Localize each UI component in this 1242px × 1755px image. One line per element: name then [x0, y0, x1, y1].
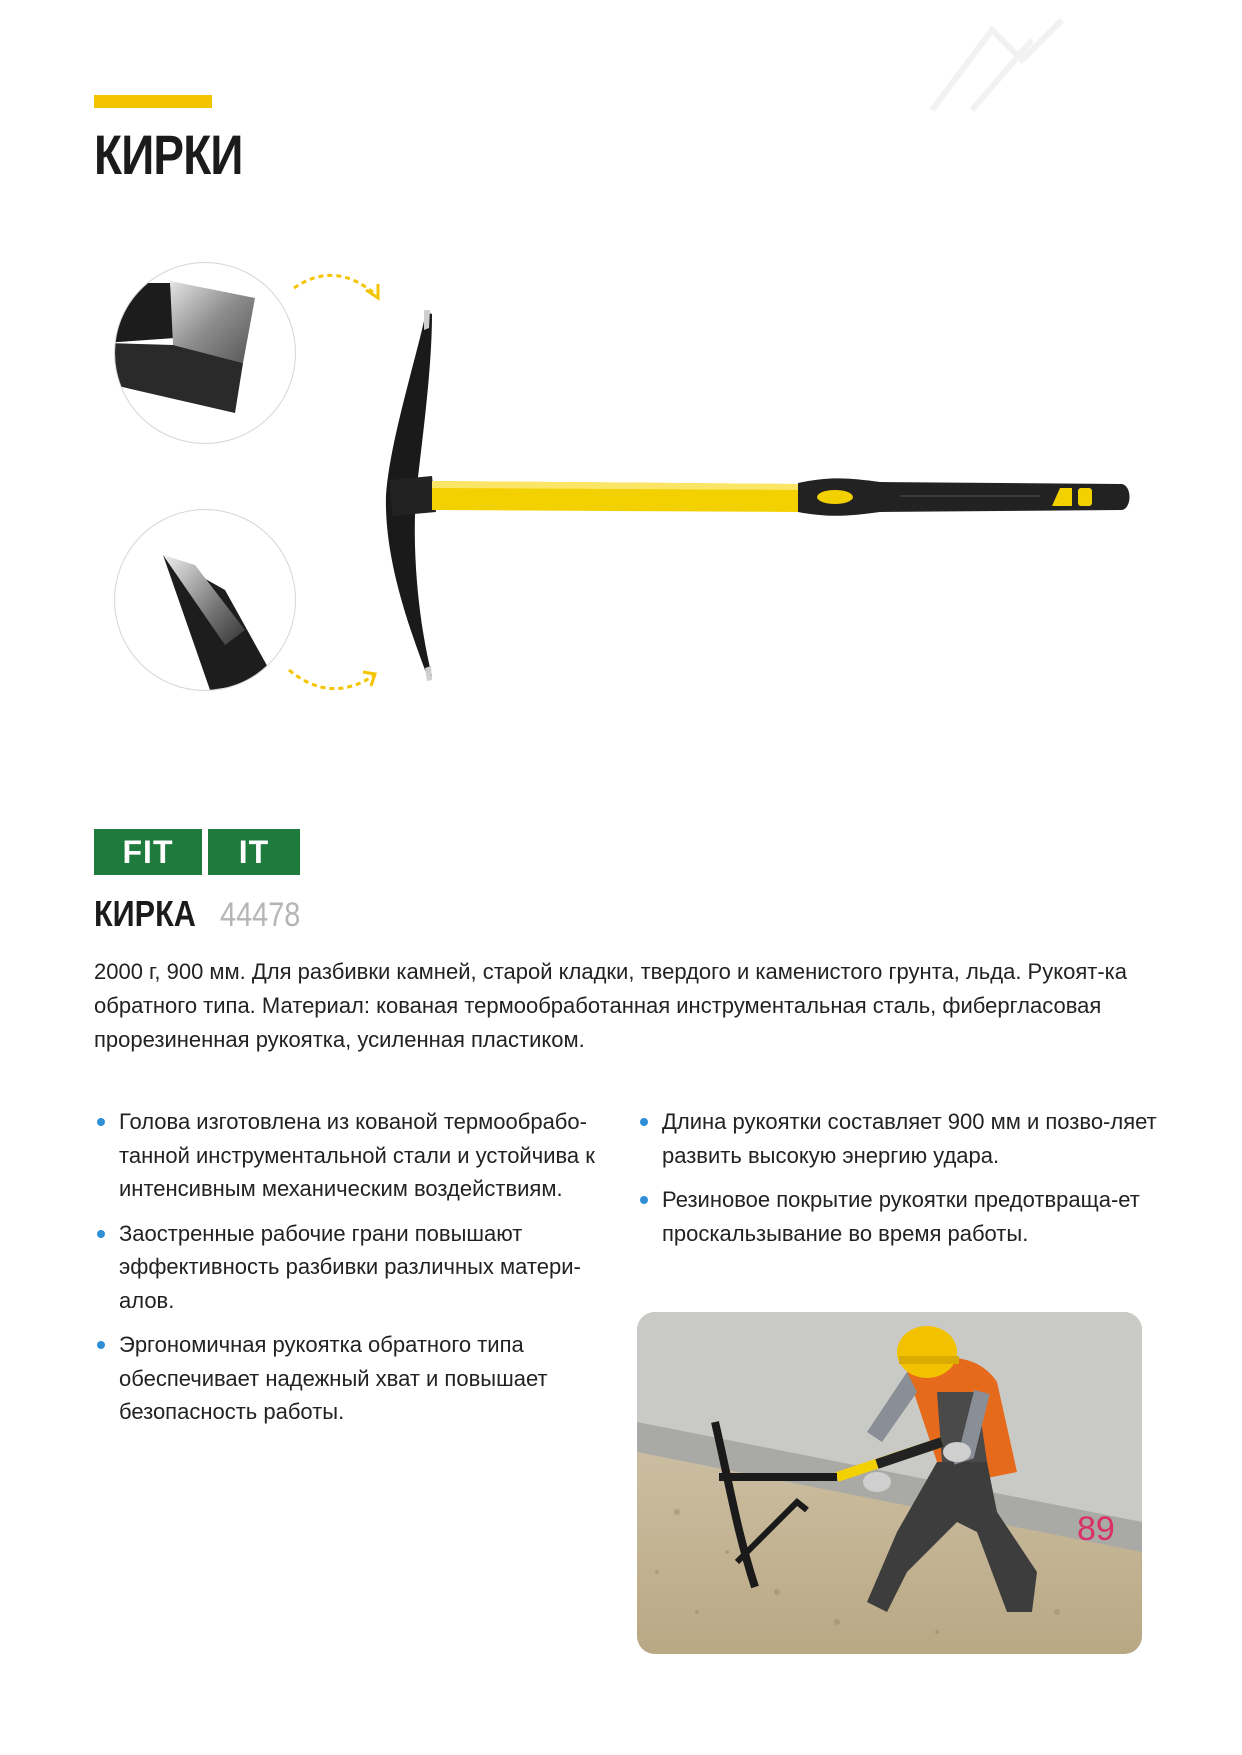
- watermark: [912, 0, 1242, 120]
- list-item: [637, 1183, 1157, 1250]
- arrow-curve-icon: [290, 268, 390, 308]
- feature-text: Эргономичная рукоятка обратного типа обеспечивает надежный хват и повышает безопасность работы.: [119, 1332, 548, 1424]
- page-title: КИРКИ: [94, 123, 243, 186]
- bullet-dot-icon: [97, 1341, 105, 1349]
- zoom-detail-chisel: [114, 262, 296, 444]
- product-code: 44478: [219, 896, 301, 934]
- list-item: [637, 1105, 1157, 1172]
- brand-logo-right: IT: [208, 829, 300, 875]
- brand-logo-left: FIT: [94, 829, 202, 875]
- feature-text: Резиновое покрытие рукоятки предотвраща-ет проскальзывание во время работы.: [662, 1187, 1140, 1246]
- arrow-curve-icon: [285, 662, 385, 702]
- list-item: [94, 1328, 614, 1429]
- title-accent-bar: [94, 95, 212, 108]
- product-heading: [94, 893, 314, 935]
- bullet-dot-icon: [97, 1230, 105, 1238]
- features-left-list: [94, 1105, 614, 1440]
- feature-text: Голова изготовлена из кованой термообрабо-танной инструментальной стали и устойчива к интенсивным механическим воздействиям.: [119, 1109, 595, 1201]
- worker-photo: [637, 1312, 1142, 1654]
- feature-text: Заостренные рабочие грани повышают эффективность разбивки различных матери-алов.: [119, 1220, 581, 1313]
- feature-text: Длина рукоятки составляет 900 мм и позво-ляет развить высокую энергию удара.: [662, 1109, 1157, 1168]
- brand-logo: [94, 829, 300, 875]
- bullet-dot-icon: [640, 1118, 648, 1126]
- zoom-detail-point: [114, 509, 296, 691]
- bullet-dot-icon: [97, 1118, 105, 1126]
- photo-marking: 89: [1077, 1510, 1115, 1548]
- list-item: [94, 1105, 614, 1206]
- product-description: 2000 г, 900 мм. Для разбивки камней, старой кладки, твердого и каменистого грунта, льда. Рукоят-ка обратного типа. Материал: кованая термообработанная инструментальная сталь, фибергласовая прорезиненная рукоятка, усиленная пластиком.: [94, 959, 1127, 1052]
- list-item: [94, 1217, 614, 1318]
- pickaxe-image: [380, 300, 1140, 690]
- features-right-list: [637, 1105, 1157, 1261]
- product-name: КИРКА: [94, 893, 196, 934]
- bullet-dot-icon: [640, 1196, 648, 1204]
